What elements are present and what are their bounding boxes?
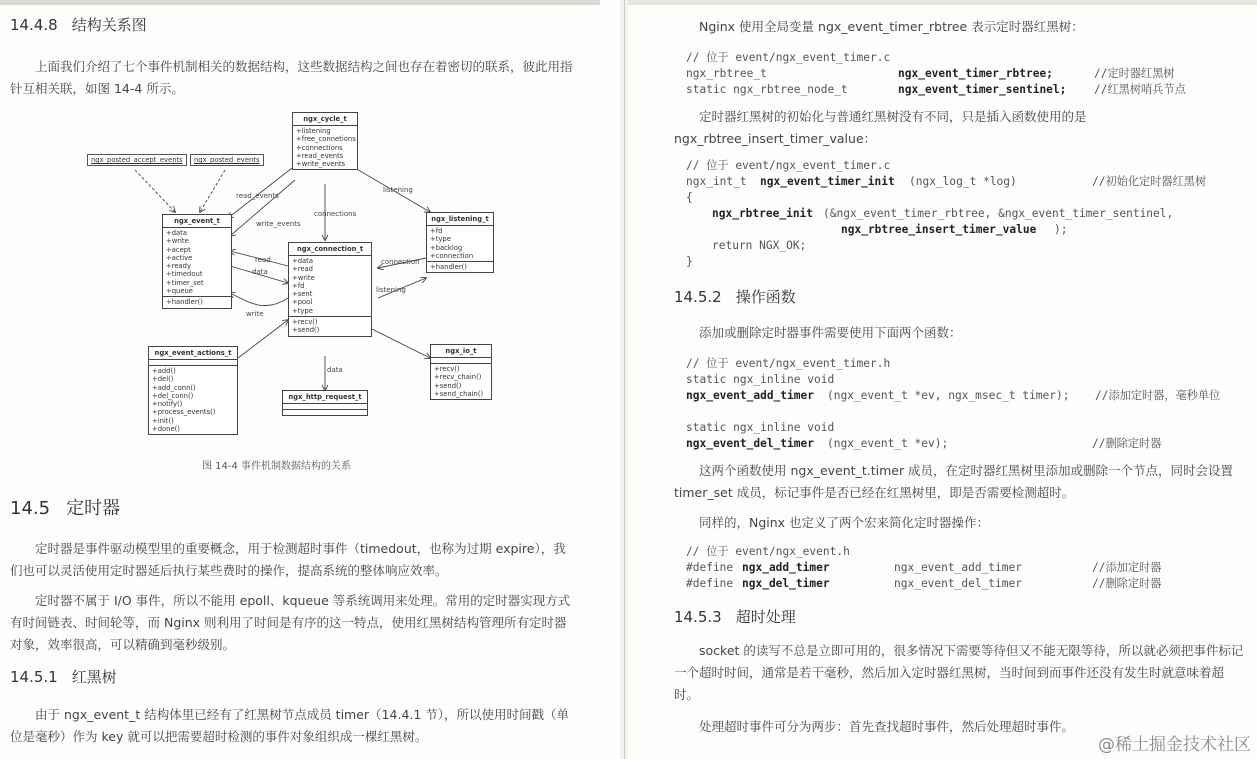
edge-label-listening-bottom: listening — [376, 286, 406, 294]
paragraph-rbtree-init: 定时器红黑树的初始化与普通红黑树没有不同，只是插入函数使用的是 ngx_rbtree_insert_timer_value： — [674, 109, 1087, 146]
edge-label-write: write — [246, 310, 264, 318]
code-return: return NGX_OK; — [712, 239, 807, 252]
section-title: 操作函数 — [735, 288, 796, 306]
code-type: static ngx_rbtree_node_t — [686, 83, 848, 96]
code-block-rbtree-vars — [686, 50, 1256, 98]
class-methods: +handler() — [163, 296, 231, 307]
class-methods — [283, 409, 367, 415]
class-ngx-io-t — [430, 344, 492, 400]
class-name: ngx_connection_t — [289, 243, 371, 256]
section-number: 14.4.8 — [10, 16, 58, 34]
edge-label-data: data — [252, 268, 268, 276]
edge-write — [230, 293, 288, 306]
code-macro-value: ngx_event_del_timer — [894, 577, 1022, 590]
code-macro-name: ngx_del_timer — [742, 577, 830, 590]
code-type: ngx_int_t — [686, 175, 754, 188]
paragraph-timer-impl: 定时器不属于 I/O 事件，所以不能用 epoll、kqueue 等系统调用来处理。常用的定时器实现方式有时间链表、时间轮等，而 Nginx 则利用了时间是有序的这一特点，使用红黑树结构管理所有定时器对象，效率很高，可以精确到毫秒级别。 — [10, 593, 571, 652]
class-ngx-event-t — [162, 214, 232, 309]
class-ngx-cycle-t — [292, 112, 358, 170]
structure-diagram — [80, 108, 500, 448]
class-methods: +handler() — [427, 261, 493, 272]
code-comment: //添加定时器，毫秒单位 — [1095, 389, 1221, 402]
code-block-macros — [686, 544, 1256, 592]
class-fields: +data +write +acept +active +ready +timedout +timer_set +queue — [166, 229, 204, 296]
code-params: (ngx_event_t *ev, ngx_msec_t timer); — [827, 389, 1070, 402]
edge-label-data-bottom: data — [327, 366, 343, 374]
code-params: (ngx_log_t *log) — [909, 175, 1017, 188]
code-brace: } — [686, 255, 693, 268]
paragraph-rbtree-global: Nginx 使用全局变量 ngx_event_timer_rbtree 表示定时器红黑树： — [699, 19, 1084, 34]
section-title: 定时器 — [66, 498, 121, 519]
right-page — [628, 0, 1257, 759]
class-name: ngx_cycle_t — [293, 113, 357, 126]
code-comment: // 位于 event/ngx_event.h — [686, 545, 850, 558]
page-top-edge — [628, 0, 1257, 5]
code-function-name: ngx_event_add_timer — [686, 389, 814, 402]
section-number: 14.5 — [10, 498, 51, 519]
edge-posted-accept — [135, 170, 175, 212]
code-function-name: ngx_event_del_timer — [686, 437, 814, 450]
left-page — [0, 0, 620, 759]
section-heading-14-5 — [10, 494, 120, 520]
class-ngx-event-actions-t — [148, 346, 238, 435]
code-comment: //添加定时器 — [1092, 561, 1162, 574]
class-name: ngx_io_t — [431, 345, 491, 358]
edge-label-listening: listening — [383, 186, 413, 194]
note-posted-accept-events: ngx_posted_accept_events — [87, 154, 187, 166]
code-punct: ); — [1054, 223, 1068, 236]
code-brace: { — [686, 191, 693, 204]
class-name: ngx_event_actions_t — [149, 347, 237, 360]
figure-caption: 图 14-4 事件机制数据结构的关系 — [202, 461, 352, 472]
code-comment: //初始化定时器红黑树 — [1092, 175, 1207, 188]
gutter-line — [624, 0, 625, 759]
class-methods: +add() +del() +add_conn() +del_conn() +notify() +process_events() +init() +done() — [149, 365, 237, 434]
paragraph-timer-concept: 定时器是事件驱动模型里的重要概念，用于检测超时事件（timedout，也称为过期 expire），我们也可以灵活使用定时器延后执行某些费时的操作，提高系统的整体响应效率。 — [10, 541, 566, 578]
section-title: 红黑树 — [71, 668, 117, 686]
edge-label-read: read — [255, 256, 271, 264]
edge-label-connection: connection — [381, 258, 420, 266]
edge-actions — [238, 320, 288, 358]
class-name: ngx_http_request_t — [283, 391, 367, 404]
watermark: @稀土掘金技术社区 — [1098, 735, 1251, 755]
section-number: 14.5.2 — [674, 288, 722, 306]
section-heading-14-4-8 — [10, 14, 147, 35]
code-comment: //红黑树哨兵节点 — [1094, 83, 1186, 96]
class-ngx-http-request-t — [282, 390, 368, 416]
code-comment: // 位于 event/ngx_event_timer.h — [686, 357, 891, 370]
class-ngx-connection-t — [288, 242, 372, 337]
class-name: ngx_listening_t — [427, 213, 493, 226]
code-comment: // 位于 event/ngx_event_timer.c — [686, 159, 891, 172]
edge-label-read-events: read_events — [236, 192, 279, 200]
code-block-add-del — [686, 356, 1256, 452]
code-comment: // 位于 event/ngx_event_timer.c — [686, 51, 891, 64]
class-methods: +recv() +send() — [289, 316, 371, 336]
intro-paragraph: 上面我们介绍了七个事件机制相关的数据结构，这些数据结构之间也存在着密切的联系，彼此用指针互相关联，如图 14-4 所示。 — [10, 59, 573, 96]
code-type: ngx_rbtree_t — [686, 67, 767, 80]
code-args: (&ngx_event_timer_rbtree, &ngx_event_timer_sentinel, — [823, 207, 1174, 220]
section-heading-14-5-2 — [674, 286, 796, 307]
section-title: 超时处理 — [735, 608, 796, 626]
code-function-call: ngx_rbtree_init — [712, 207, 814, 220]
section-number: 14.5.1 — [10, 668, 58, 686]
paragraph-socket-timeout: socket 的读写不总是立即可用的，很多情况下需要等待但又不能无限等待，所以就必须把事件标记一个超时时间，通常是若干毫秒，然后加入定时器红黑树，当时间到而事件还没有发生时就意味着超时。 — [674, 643, 1244, 702]
class-ngx-listening-t — [426, 212, 494, 273]
paragraph-two-funcs: 这两个函数使用 ngx_event_t.timer 成员，在定时器红黑树里添加或删除一个节点，同时会设置 timer_set 成员，标记事件是否已经在红黑树里，即是否需要检测超时。 — [674, 463, 1234, 500]
code-block-timer-init — [686, 158, 1256, 270]
code-modifier: static ngx_inline void — [686, 373, 835, 386]
page-top-edge — [0, 0, 600, 5]
section-number: 14.5.3 — [674, 608, 722, 626]
code-identifier: ngx_event_timer_sentinel; — [898, 83, 1067, 96]
class-fields: +fd +type +backlog +connection — [430, 227, 474, 260]
class-fields: +listening +free_connetions +connections +read_events +write_events — [296, 127, 356, 169]
code-comment: //删除定时器 — [1092, 437, 1162, 450]
note-posted-events: ngx_posted_events — [190, 154, 264, 166]
class-name: ngx_event_t — [163, 215, 231, 228]
code-directive: #define — [686, 561, 740, 574]
section-heading-14-5-3 — [674, 606, 796, 627]
edge-io — [370, 328, 430, 358]
section-title: 结构关系图 — [71, 16, 147, 34]
code-identifier: ngx_event_timer_rbtree; — [898, 67, 1053, 80]
edge-label-connections: connections — [314, 210, 357, 218]
section-heading-14-5-1 — [10, 666, 117, 687]
class-fields: +data +read +write +fd +sent +pool +type — [292, 257, 315, 315]
code-comment: //删除定时器 — [1092, 577, 1162, 590]
code-function-name: ngx_event_timer_init — [760, 175, 895, 188]
paragraph-timeout-steps: 处理超时事件可分为两步：首先查找超时事件，然后处理超时事件。 — [699, 719, 1075, 734]
paragraph-ops: 添加或删除定时器事件需要使用下面两个函数： — [699, 325, 962, 340]
code-macro-value: ngx_event_add_timer — [894, 561, 1022, 574]
edge-posted-events — [200, 170, 225, 212]
class-methods: +recv() +recv_chain() +send() +send_chain() — [431, 363, 491, 399]
code-modifier: static ngx_inline void — [686, 421, 835, 434]
paragraph-macros: 同样的，Nginx 也定义了两个宏来简化定时器操作： — [699, 515, 990, 530]
code-identifier: ngx_rbtree_insert_timer_value — [841, 223, 1037, 236]
paragraph-rbtree: 由于 ngx_event_t 结构体里已经有了红黑树节点成员 timer（14.4.1 节），所以使用时间戳（单位是毫秒）作为 key 就可以把需要超时检测的事件对象组织成一棵红黑树。 — [10, 707, 570, 744]
code-comment: //定时器红黑树 — [1094, 67, 1175, 80]
code-params: (ngx_event_t *ev); — [827, 437, 949, 450]
code-macro-name: ngx_add_timer — [742, 561, 830, 574]
edge-label-write-events: write_events — [256, 220, 301, 228]
code-directive: #define — [686, 577, 740, 590]
